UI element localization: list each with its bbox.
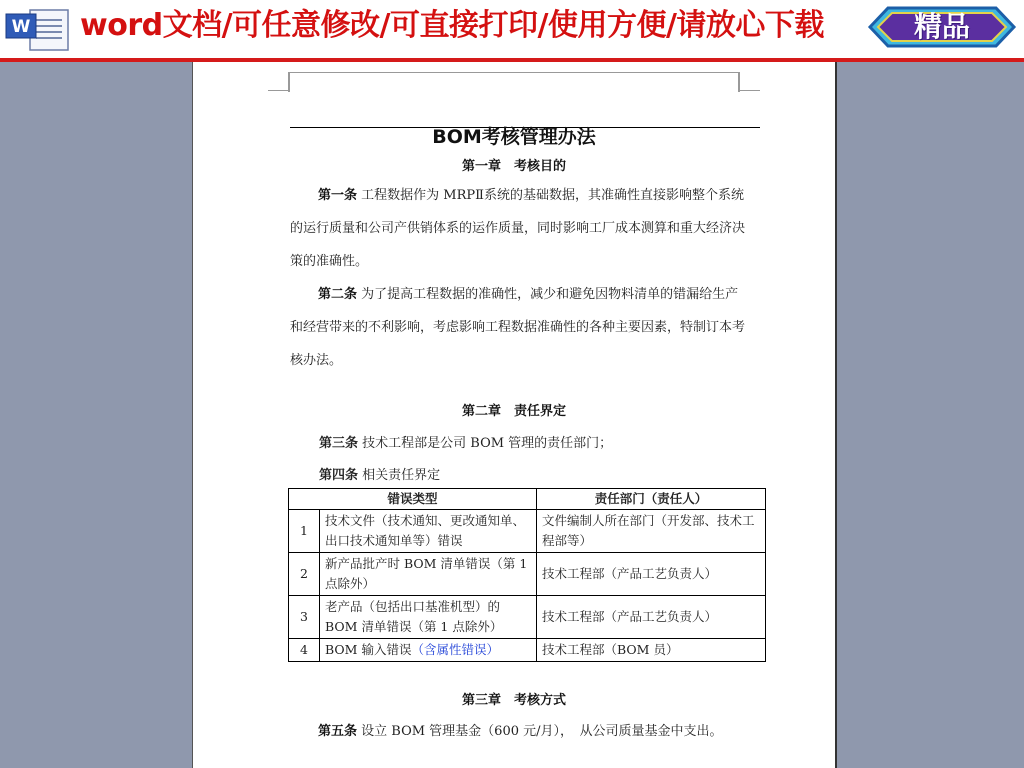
article-text: 相关责任界定 xyxy=(358,468,441,483)
word-document-icon xyxy=(4,6,74,52)
article-paragraph xyxy=(290,278,750,377)
error-type-cell: 新产品批产时 BOM 清单错误（第 1 点除外） xyxy=(320,553,537,596)
top-banner xyxy=(0,0,1024,62)
table-row xyxy=(289,510,766,553)
page-margin-mark xyxy=(738,90,760,91)
article-paragraph xyxy=(319,464,440,483)
page-margin-mark xyxy=(288,72,290,92)
row-number: 3 xyxy=(289,596,320,639)
department-cell: 技术工程部（BOM 员） xyxy=(537,639,766,662)
column-header-department: 责任部门（责任人） xyxy=(537,489,766,510)
row-number: 4 xyxy=(289,639,320,662)
article-text: 工程数据作为 MRPⅡ系统的基础数据，其准确性直接影响整个系统的运行质量和公司产供销体系的运作质量，同时影响工厂成本测算和重大经济决策的准确性。 xyxy=(290,188,746,269)
badge-label: 精品 xyxy=(913,10,970,43)
premium-badge xyxy=(866,4,1018,50)
table-row xyxy=(289,553,766,596)
page-margin-mark xyxy=(738,72,740,92)
svg-text:W: W xyxy=(11,17,31,37)
article-text: 技术工程部是公司 BOM 管理的责任部门； xyxy=(358,436,613,451)
page-margin-mark xyxy=(268,90,290,91)
department-cell: 技术工程部（产品工艺负责人） xyxy=(537,553,766,596)
document-title: BOM考核管理办法 xyxy=(432,126,596,148)
table-row xyxy=(289,639,766,662)
chapter-heading: 第一章 考核目的 xyxy=(461,159,566,174)
document-page xyxy=(192,62,837,768)
error-type-cell: 老产品（包括出口基准机型）的 BOM 清单错误（第 1 点除外） xyxy=(320,596,537,639)
column-header-error-type: 错误类型 xyxy=(289,489,537,510)
article-text: 为了提高工程数据的准确性，减少和避免因物料清单的错漏给生产和经营带来的不利影响，考虑影响工程数据准确性的各种主要因素，特制订本考核办法。 xyxy=(290,287,746,368)
error-type-cell: 技术文件（技术通知、更改通知单、出口技术通知单等）错误 xyxy=(320,510,537,553)
page-margin-mark xyxy=(288,72,740,73)
article-label: 第五条 xyxy=(318,724,358,739)
article-paragraph xyxy=(319,432,612,451)
error-type-cell xyxy=(320,639,537,662)
table-header-row xyxy=(289,489,766,510)
article-paragraph xyxy=(290,179,750,278)
error-type-note: （含属性错误） xyxy=(411,642,499,657)
article-paragraph xyxy=(290,715,750,748)
article-label: 第四条 xyxy=(319,468,359,483)
responsibility-table xyxy=(288,488,766,662)
banner-title: word文档/可任意修改/可直接打印/使用方便/请放心下载 xyxy=(80,8,824,43)
department-cell: 技术工程部（产品工艺负责人） xyxy=(537,596,766,639)
table-row xyxy=(289,596,766,639)
error-type-text: BOM 输入错误 xyxy=(325,642,412,657)
department-cell: 文件编制人所在部门（开发部、技术工程部等） xyxy=(537,510,766,553)
article-label: 第三条 xyxy=(319,436,359,451)
row-number: 2 xyxy=(289,553,320,596)
chapter-heading: 第三章 考核方式 xyxy=(461,693,566,708)
article-text: 设立 BOM 管理基金（600 元/月）， 从公司质量基金中支出。 xyxy=(357,724,723,739)
row-number: 1 xyxy=(289,510,320,553)
article-label: 第二条 xyxy=(318,287,358,302)
chapter-heading: 第二章 责任界定 xyxy=(461,404,566,419)
article-label: 第一条 xyxy=(318,188,358,203)
